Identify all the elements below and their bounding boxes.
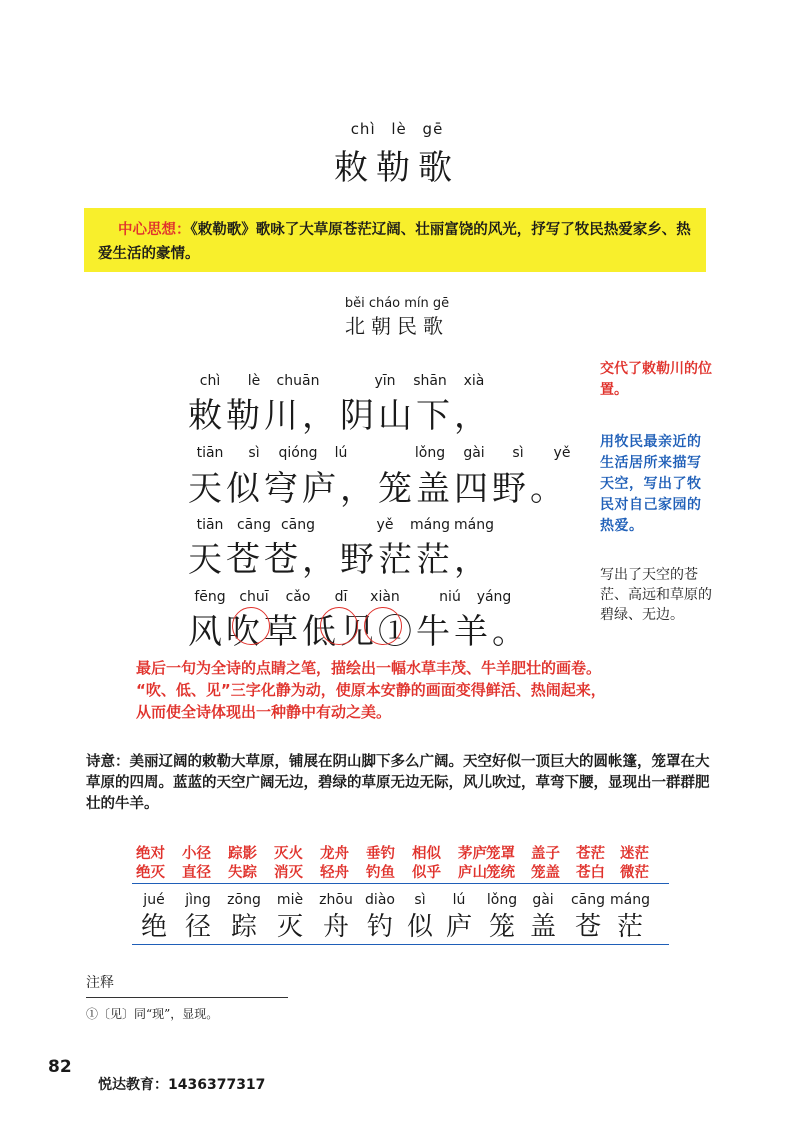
pinyin-syllable: tiān — [196, 445, 224, 461]
vocab-word: 相似 — [412, 846, 441, 862]
vocab-char: 庐 — [445, 912, 473, 942]
vocab-pinyin: zhōu — [319, 892, 353, 908]
vocab-pinyin: máng — [610, 892, 650, 908]
meaning-text: 美丽辽阔的敕勒大草原，铺展在阴山脚下多么广阔。天空好似一顶巨大的圆帐篷，笼罩在大草原的四周。蓝蓝的天空广阔无边，碧绿的草原无边无际，风儿吹过，草弯下腰，显现出一群群肥壮的牛羊。 — [86, 754, 710, 812]
pinyin-syllable: gài — [463, 445, 485, 461]
central-idea-box — [84, 208, 706, 272]
vocab-char: 盖 — [529, 912, 557, 942]
vocab-pinyin: miè — [276, 892, 304, 908]
vocab-word: 小径 — [182, 846, 211, 862]
side-note-location: 交代了敕勒川的位置。 — [600, 361, 712, 398]
pinyin-syllable: shān — [413, 373, 447, 389]
vocab-word: 灭火 — [274, 846, 303, 862]
pinyin-syllable: chì — [199, 373, 221, 389]
vocab-pinyin: zōng — [227, 892, 261, 908]
vocab-pinyin: diào — [365, 892, 395, 908]
vocab-char: 踪 — [230, 912, 258, 942]
vocab-word: 失踪 — [228, 865, 257, 881]
pinyin-syllable: yě — [553, 445, 571, 461]
vocab-word: 轻舟 — [320, 865, 349, 881]
vocab-char: 灭 — [276, 912, 304, 942]
analysis-text — [136, 657, 676, 723]
vocab-char: 笼 — [488, 912, 516, 942]
pinyin-syllable: niú — [439, 589, 461, 605]
pinyin-syllable: tiān — [196, 517, 224, 533]
pinyin-syllable: lú — [334, 445, 348, 461]
pinyin-syllable: cāng — [236, 517, 272, 533]
vocab-char: 舟 — [322, 912, 350, 942]
side-note-sky: 用牧民最亲近的生活居所来描写天空，写出了牧民对自己家园的热爱。 — [600, 434, 702, 534]
pinyin-syllable: cāng — [280, 517, 316, 533]
vocab-pinyin: cāng — [570, 892, 606, 908]
vocab-word: 笼盖 — [531, 865, 560, 881]
vocab-char: 苍 — [574, 912, 602, 942]
pinyin-syllable: máng — [410, 517, 450, 533]
vocab-word: 垂钓 — [366, 846, 395, 862]
pinyin-syllable: chuī — [239, 589, 269, 605]
vocab-word: 绝灭 — [136, 865, 165, 881]
central-idea-label: 中心思想： — [118, 222, 191, 238]
vocab-word: 迷茫 — [620, 846, 649, 862]
note-item: ①〔见〕同“现”，显现。 — [86, 1007, 219, 1021]
vocab-char: 似 — [406, 912, 434, 942]
highlight-circle-chui — [232, 607, 270, 645]
pinyin-syllable: yě — [376, 517, 394, 533]
vocab-word: 踪影 — [228, 846, 257, 862]
poem-line-2: 天似穹庐，笼盖四野。 — [188, 469, 568, 509]
vocab-word: 似乎 — [412, 865, 441, 881]
vocab-pinyin: gài — [532, 892, 554, 908]
vocab-word: 笼罩 — [486, 846, 515, 862]
page-number: 82 — [48, 1057, 72, 1077]
vocab-word: 钓鱼 — [366, 865, 395, 881]
pinyin-syllable: dī — [334, 589, 348, 605]
pinyin-syllable: sì — [512, 445, 524, 461]
pinyin-syllable: yīn — [374, 373, 396, 389]
vocab-top-rule — [132, 883, 669, 884]
vocab-word: 苍茫 — [576, 846, 605, 862]
poem-line-1: 敕勒川，阴山下， — [188, 396, 492, 436]
poem-line-3: 天苍苍，野茫茫， — [188, 540, 492, 580]
pinyin-syllable: xià — [463, 373, 485, 389]
vocab-word: 庐山 — [458, 865, 487, 881]
author-name: 北朝民歌 — [345, 314, 449, 338]
pinyin-syllable: xiàn — [370, 589, 400, 605]
meaning-label: 诗意： — [86, 754, 130, 770]
vocab-word: 盖子 — [531, 846, 560, 862]
pinyin-syllable: chuān — [276, 373, 320, 389]
author-pinyin: běi cháo mín gē — [344, 296, 450, 311]
poem-meaning — [86, 752, 711, 815]
poem-line-4: 风吹草低见①牛羊。 — [188, 612, 530, 652]
vocab-bottom-rule — [132, 944, 669, 945]
notes-heading: 注释 — [86, 975, 114, 991]
notes-divider — [86, 997, 288, 998]
pinyin-syllable: qióng — [278, 445, 318, 461]
vocab-word: 消灭 — [274, 865, 303, 881]
vocab-word: 苍白 — [576, 865, 605, 881]
vocab-word: 茅庐 — [458, 846, 487, 862]
pinyin-syllable: yáng — [476, 589, 512, 605]
highlight-circle-di — [320, 607, 358, 645]
vocab-word: 绝对 — [136, 846, 165, 862]
highlight-circle-xian — [364, 607, 402, 645]
pinyin-syllable: fēng — [194, 589, 226, 605]
pinyin-syllable: lǒng — [414, 445, 446, 461]
title-pinyin: chì lè gē — [350, 120, 444, 138]
vocab-char: 绝 — [140, 912, 168, 942]
analysis-line: “吹、低、见”三字化静为动，使原本安静的画面变得鲜活、热闹起来， — [136, 681, 606, 699]
vocab-word: 直径 — [182, 865, 211, 881]
pinyin-syllable: lè — [247, 373, 261, 389]
vocab-pinyin: sì — [414, 892, 426, 908]
vocab-char: 径 — [184, 912, 212, 942]
analysis-line: 最后一句为全诗的点睛之笔，描绘出一幅水草丰茂、牛羊肥壮的画卷。 — [136, 659, 602, 677]
vocab-word: 笼统 — [486, 865, 515, 881]
vocab-word: 微茫 — [620, 865, 649, 881]
vocab-word: 龙舟 — [320, 846, 349, 862]
vocab-pinyin: jué — [143, 892, 165, 908]
vocab-pinyin: jìng — [185, 892, 211, 908]
pinyin-syllable: sì — [248, 445, 260, 461]
pinyin-syllable: cǎo — [285, 589, 311, 605]
vocab-char: 钓 — [366, 912, 394, 942]
vocab-pinyin: lǒng — [486, 892, 518, 908]
vocab-pinyin: lú — [452, 892, 466, 908]
footer-text: 悦达教育：1436377317 — [98, 1077, 266, 1093]
pinyin-syllable: máng — [454, 517, 494, 533]
side-note-grassland: 写出了天空的苍茫、高远和草原的碧绿、无边。 — [600, 567, 712, 623]
central-idea-text: 《敕勒歌》歌咏了大草原苍茫辽阔、壮丽富饶的风光，抒写了牧民热爱家乡、热爱生活的豪情。 — [98, 222, 691, 262]
page-title: 敕勒歌 — [334, 148, 460, 188]
analysis-line: 从而使全诗体现出一种静中有动之美。 — [136, 703, 392, 721]
vocab-char: 茫 — [616, 912, 644, 942]
